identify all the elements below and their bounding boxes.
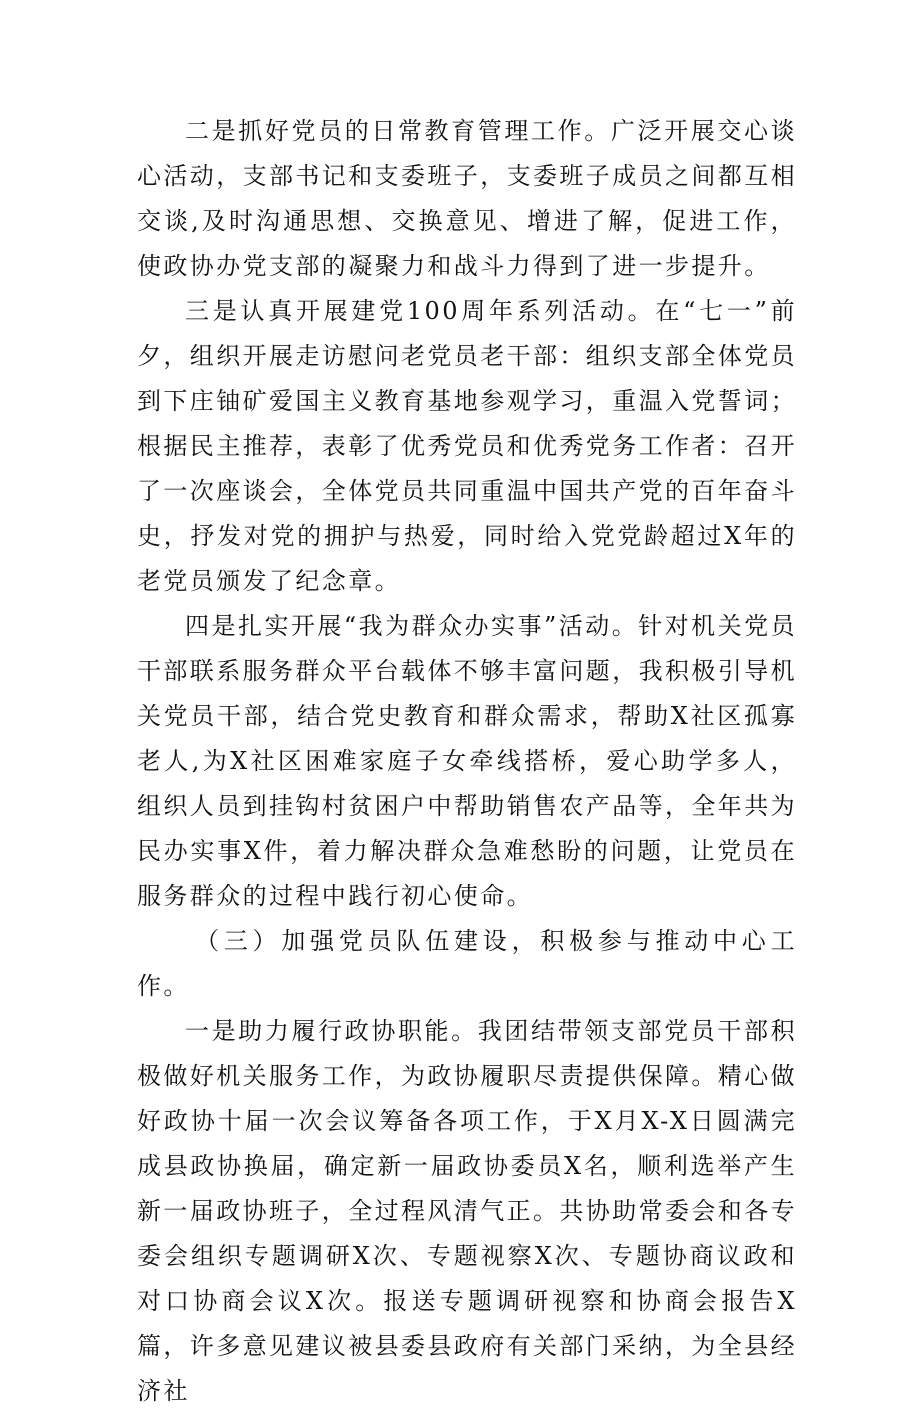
paragraph-centenary-activities: 三是认真开展建党100周年系列活动。在“七一”前夕，组织开展走访慰问老党员老干部：组织支部全体党员到下庄铀矿爱国主义教育基地参观学习，重温入党誓词；根据民主推荐，表彰了优秀党员和优秀党务工作者：召开了一次座谈会，全体党员共同重温中国共产党的百年奋斗史，抒发对党的拥护与热爱，同时给入党党龄超过X年的老党员颁发了纪念章。	[137, 297, 797, 595]
paragraph-cppcc-functions: 一是助力履行政协职能。我团结带领支部党员干部积极做好机关服务工作，为政协履职尽责提供保障。精心做好政协十届一次会议筹备各项工作，于X月X-X日圆满完成县政协换届，确定新一届政协委员X名，顺利选举产生新一届政协班子，全过程风清气正。共协助常委会和各专委会组织专题调研X次、专题视察X次、专题协商议政和对口协商会议X次。报送专题调研视察和协商会报告X篇，许多意见建议被县委县政府有关部门采纳，为全县经济社	[137, 1017, 797, 1405]
paragraph-practical-deeds: 四是扎实开展“我为群众办实事”活动。针对机关党员干部联系服务群众平台载体不够丰富问题，我积极引导机关党员干部，结合党史教育和群众需求，帮助X社区孤寡老人,为X社区困难家庭子女牵线搭桥，爱心助学多人，组织人员到挂钩村贫困户中帮助销售农产品等，全年共为民办实事X件，着力解决群众急难愁盼的问题，让党员在服务群众的过程中践行初心使命。	[137, 612, 797, 910]
document-body	[137, 109, 797, 1414]
paragraph-party-member-education: 二是抓好党员的日常教育管理工作。广泛开展交心谈心活动，支部书记和支委班子，支委班子成员之间都互相交谈,及时沟通思想、交换意见、增进了解，促进工作，使政协办党支部的凝聚力和战斗力得到了进一步提升。	[137, 117, 797, 280]
section-heading-three: （三）加强党员队伍建设，积极参与推动中心工作。	[137, 927, 797, 1000]
